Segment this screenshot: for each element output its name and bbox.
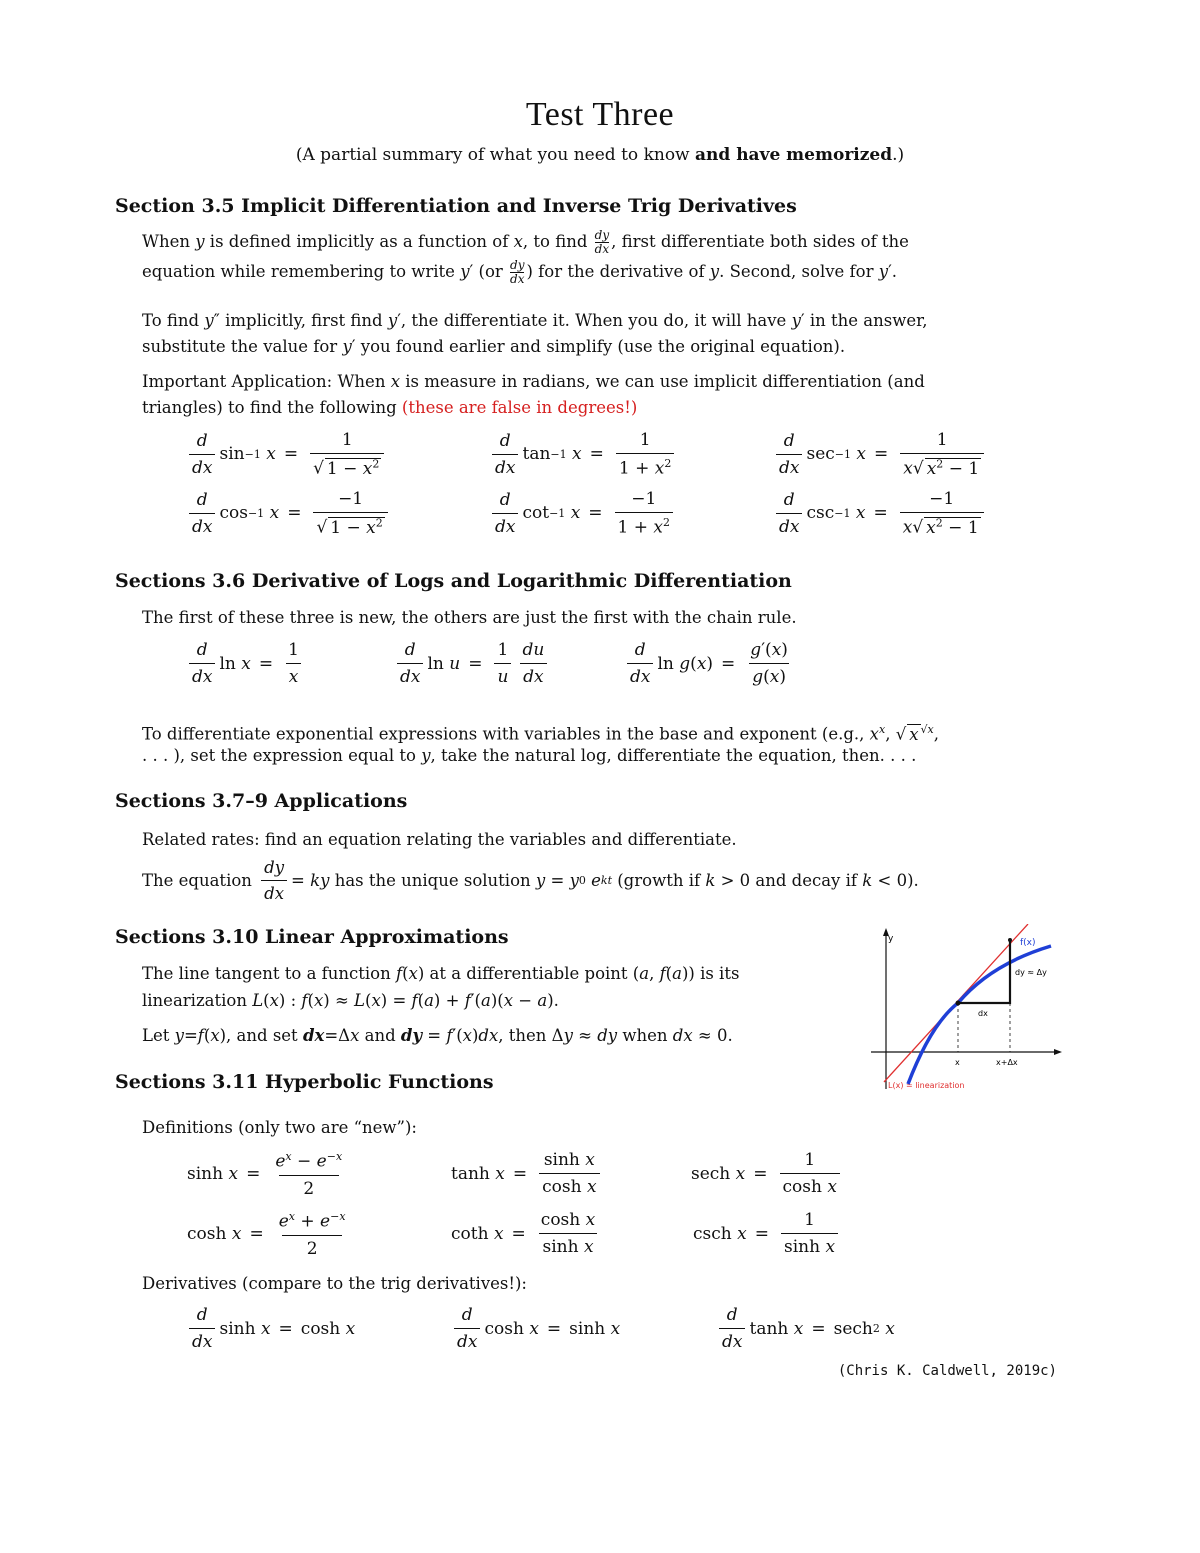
section-heading-3-5: Section 3.5 Implicit Differentiation and Inverse Trig Derivatives (115, 195, 797, 217)
section-heading-3-10: Sections 3.10 Linear Approximations (115, 926, 509, 948)
paragraph-differentials: Let y=f(x), and set dx=Δx and dy = f′(x)dx, then Δy ≈ dy when dx ≈ 0. (142, 1026, 733, 1045)
dy-label: dy ≈ Δy (1015, 968, 1047, 977)
paragraph-implicit-1b: equation while remembering to write y′ (or $\frac{dy}{dx}$ ) for the derivative of y. Second, solve for y′. (142, 258, 898, 286)
text-fragment: triangles) to find the following (142, 398, 397, 417)
text-fragment: The equation (142, 871, 252, 890)
formula-sinh: sinh x = $\frac{e^x - e^{-x}}{2}$ (187, 1150, 343, 1199)
formula-csch: csch x = $\frac{1}{\text{sinh x}}$ (693, 1210, 842, 1257)
text-fragment: first differentiate both sides of the (621, 232, 909, 251)
text-fragment: linearization (142, 991, 247, 1010)
paragraph-growth: The equation dy dx = ky has the unique solution y = y 0 e kt (growth if k > 0 and decay if k < 0). (142, 858, 919, 903)
paragraph-logs: The first of these three is new, the others are just the first with the chain rule. (142, 608, 797, 627)
linearization-figure (866, 924, 1066, 1094)
paragraph-tangent: The line tangent to a function f(x) at a differentiable point (a, f(a)) is its (142, 964, 740, 983)
author-credit: (Chris K. Caldwell, 2019c) (837, 1363, 1057, 1379)
paragraph-related-rates: Related rates: find an equation relating the variables and differentiate. (142, 830, 737, 849)
formula-d-sinh: d dx sinh x = cosh x (185, 1305, 355, 1352)
subtitle (0, 145, 1200, 165)
subtitle-end: .) (892, 145, 905, 165)
formula-coth: coth x = $\frac{\text{cosh x}}{\text{sinh x}}$ (451, 1210, 596, 1257)
subtitle-bold: and have memorized (695, 145, 893, 165)
text-fragment: , set the expression equal to (179, 746, 416, 765)
paragraph-implicit-2b: substitute the value for y′ you found earlier and simplify (use the original equation). (142, 337, 846, 356)
xdx-tick-label: x+Δx (996, 1058, 1018, 1067)
linearization-label: L(x) = linearization (888, 1081, 965, 1090)
paragraph-implicit-2: To find y″ implicitly, first find y′, the differentiate it. When you do, it will have y′ in the answer, (142, 311, 928, 330)
section-heading-3-7: Sections 3.7–9 Applications (115, 790, 408, 812)
formula-sech: sech x = $\frac{1}{\text{cosh x}}$ (691, 1150, 844, 1197)
y-axis-label: y (888, 934, 894, 944)
dx-label: dx (978, 1009, 988, 1018)
x-axis-arrow-icon (1054, 1049, 1062, 1055)
tangent-point (956, 1001, 961, 1006)
paragraph-logdiff-b: . . . ), set the expression equal to y, take the natural log, differentiate the equation, then. . . . (142, 746, 917, 765)
formula-arcsec: d dx sec −1 x = $\frac{1}{x√ x^2 - 1}$ (772, 430, 988, 479)
text-fragment: substitute the value for (142, 337, 338, 356)
formula-ln-u: d dx ln u = $\frac{1}{u}$ du dx (393, 640, 551, 687)
formula-ln-x: d dx ln x = $\frac{1}{x}$ (185, 640, 306, 687)
formula-cosh: cosh x = $\frac{e^x + e^{-x}}{2}$ (187, 1210, 346, 1259)
text-fragment: Important Application: When (142, 372, 386, 391)
subtitle-text: (A partial summary of what you need to know (295, 145, 696, 165)
text-fragment: implicitly, first find (225, 311, 383, 330)
text-fragment: The line tangent to a function (142, 964, 391, 983)
formula-tanh: tanh x = $\frac{\text{sinh x}}{\text{cosh x}}$ (451, 1150, 604, 1197)
formula-arccsc: d dx csc −1 x = $\frac{-1}{x√ x^2 - 1}$ (772, 489, 988, 538)
curve-point (1008, 938, 1012, 942)
formula-d-tanh: d dx tanh x = sech 2 x (715, 1305, 895, 1352)
formula-arccos: d dx cos −1 x = $\frac{-1}{√ 1 - x^2}$ (185, 489, 392, 538)
x-tick-label: x (955, 1058, 960, 1067)
formula-ln-g: d dx ln g ( x ) = $\frac{g'(x)}{g(x)}$ (623, 640, 795, 687)
formula-arccot: d dx cot −1 x = $\frac{-1}{1 + x^2}$ (488, 489, 677, 538)
formula-d-cosh: d dx cosh x = sinh x (450, 1305, 620, 1352)
warning-text: (these are false in degrees!) (401, 398, 638, 417)
formula-arcsin: d dx sin −1 x = $\frac{1}{√ 1 - x^2}$ (185, 430, 388, 479)
page-title: Test Three (525, 96, 675, 133)
paragraph-application-b (142, 394, 637, 422)
text-fragment: Second, solve for (729, 262, 874, 281)
f-label: f(x) (1020, 938, 1036, 948)
paragraph-application: Important Application: When x is measure in radians, we can use implicit differentiation (and (142, 372, 925, 391)
paragraph-definitions: Definitions (only two are “new”): (142, 1118, 417, 1137)
section-heading-3-11: Sections 3.11 Hyperbolic Functions (115, 1071, 494, 1093)
paragraph-linearization: linearization L(x) : f(x) ≈ L(x) = f(a) + f′(a)(x − a). (142, 991, 559, 1010)
paragraph-implicit-1: When y is defined implicitly as a function of x, to find $\frac{dy}{dx}$ , first differentiate both sides of the (142, 228, 909, 256)
formula-arctan: d dx tan −1 x = $\frac{1}{1 + x^2}$ (488, 430, 678, 479)
paragraph-logdiff: To differentiate exponential expressions with variables in the base and exponent (e.g., $x^x$, √ x $^{√x}$, (142, 723, 940, 744)
paragraph-derivatives: Derivatives (compare to the trig derivatives!): (142, 1274, 527, 1293)
section-heading-3-6: Sections 3.6 Derivative of Logs and Logarithmic Differentiation (115, 570, 792, 592)
